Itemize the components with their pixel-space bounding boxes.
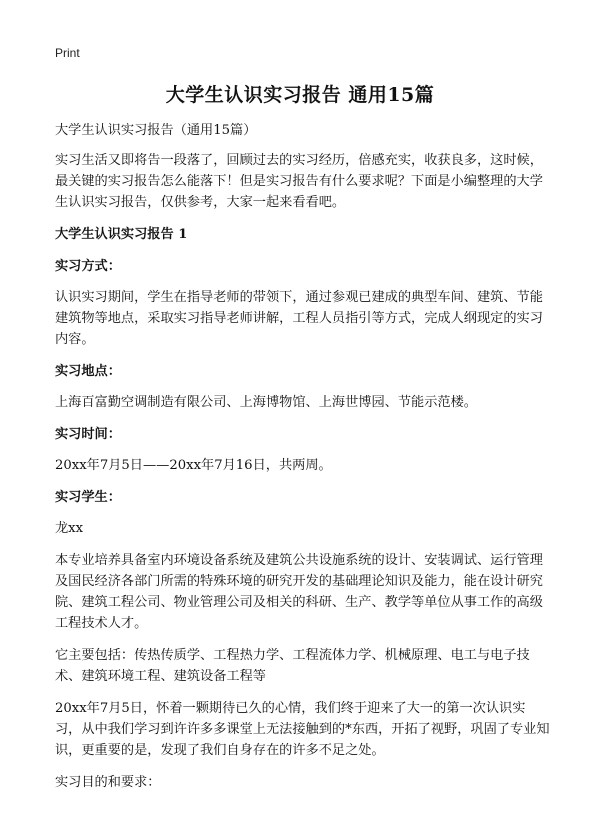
student-name: 龙xx: [55, 521, 84, 536]
courses-paragraph: 它主要包括：传热传质学、工程热力学、工程流体力学、机械原理、电工与电子技术、建筑环境工程、建筑设备工程等: [55, 648, 530, 684]
page-title: 大学生认识实习报告 通用15篇: [165, 84, 435, 106]
document-body: [55, 120, 550, 804]
time-paragraph: 20xx年7月5日——20xx年7月16日，共两周。: [55, 458, 332, 473]
student-heading: 实习学生：: [55, 490, 121, 505]
location-paragraph: 上海百富勤空调制造有限公司、上海博物馆、上海世博园、节能示范楼。: [55, 395, 477, 410]
location-heading: 实习地点：: [55, 364, 121, 379]
document-subtitle: 大学生认识实习报告（通用15篇）: [55, 123, 257, 138]
time-heading: 实习时间：: [55, 427, 121, 442]
first-day-paragraph: 20xx年7月5日，怀着一颗期待已久的心情，我们终于迎来了大一的第一次认识实习，从中我们学习到许许多多课堂上无法接触到的*东西，开拓了视野，巩固了专业知识，更重要的是，发现了我们自身存在的许多不足之处。: [55, 701, 550, 758]
intro-paragraph: 实习生活又即将告一段落了，回顾过去的实习经历，倍感充实，收获良多，这时候，最关键的实习报告怎么能落下！但是实习报告有什么要求呢？下面是小编整理的大学生认识实习报告，仅供参考，大家一起来看看吧。: [55, 153, 543, 210]
major-paragraph: 本专业培养具备室内环境设备系统及建筑公共设施系统的设计、安装调试、运行管理及国民经济各部门所需的特殊环境的研究开发的基础理论知识及能力，能在设计研究院、建筑工程公司、物业管理公司及相关的科研、生产、教学等单位从事工作的高级工程技术人才。: [55, 553, 543, 631]
print-label: Print: [55, 46, 80, 60]
method-paragraph: 认识实习期间，学生在指导老师的带领下，通过参观已建成的典型车间、建筑、节能建筑物等地点，采取实习指导老师讲解，工程人员指引等方式，完成人纲现定的实习内容。: [55, 290, 543, 347]
purpose-heading: 实习目的和要求：: [55, 775, 161, 790]
report-heading: 大学生认识实习报告 1: [55, 227, 188, 242]
method-heading: 实习方式：: [55, 259, 121, 274]
